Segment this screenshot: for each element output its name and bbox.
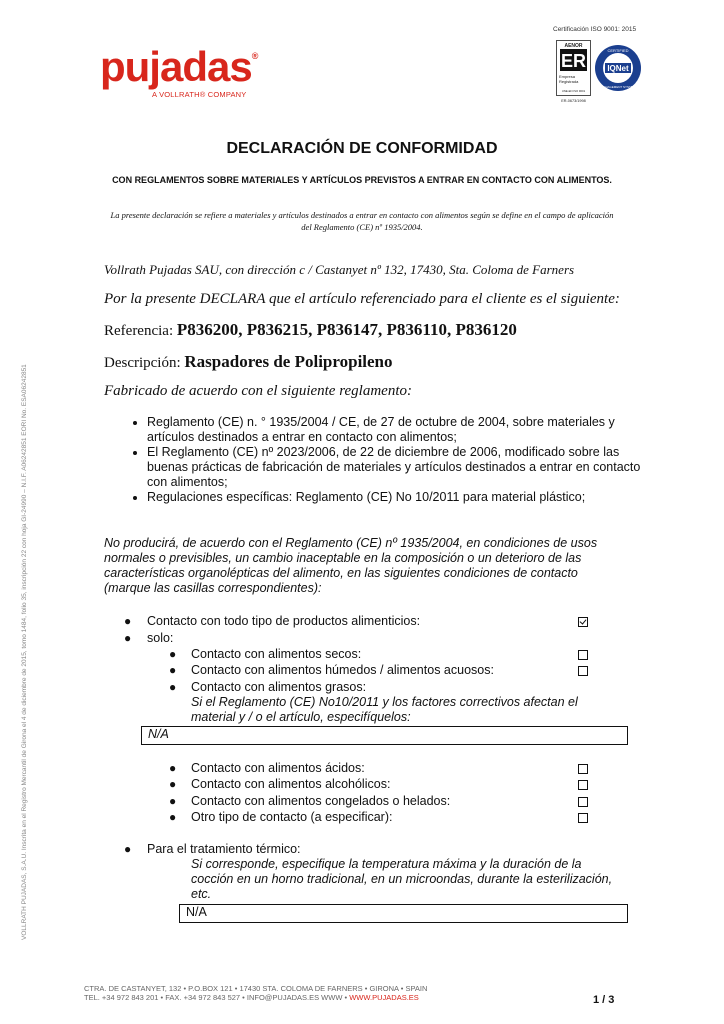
reference-label: Referencia: [104,323,174,339]
thermal-specification-field[interactable]: N/A [179,904,628,923]
footer-website-link[interactable]: WWW.PUJADAS.ES [349,993,419,1002]
regulation-item: • Regulaciones específicas: Reglamento (CE) No 10/2011 para material plástico; [147,490,642,505]
description-label: Descripción: [104,355,181,371]
alcohol-checkbox[interactable] [578,780,588,790]
brand-tagline: A VOLLRATH® COMPANY [152,90,247,99]
iqnet-ring-bottom: MANAGEMENT SYSTEM [600,85,636,89]
dry-label: Contacto con alimentos secos: [191,647,362,661]
reference-line [104,320,517,340]
document-title: DECLARACIÓN DE CONFORMIDAD [226,140,498,157]
regulation-item: • Reglamento (CE) n. ° 1935/2004 / CE, de 27 de octubre de 2004, sobre materiales y artículos destinados a entrar en contacto con alimentos; [147,415,642,445]
wet-checkbox[interactable] [578,666,588,676]
iqnet-ring-top: CERTIFIED [607,48,629,53]
aenor-line1: Empresa [559,74,576,79]
wet-label: Contacto con alimentos húmedos / alimentos acuosos: [191,663,494,677]
solo-label: solo: [147,631,174,645]
document-subtitle: CON REGLAMENTOS SOBRE MATERIALES Y ARTÍCULOS PREVISTOS A ENTRAR EN CONTACTO CON ALIMENTOS. [112,175,612,185]
footer [84,984,427,1002]
thermal-label: Para el tratamiento térmico: [147,842,301,856]
brand-name: pujadas [100,43,252,90]
other-checkbox[interactable] [578,813,588,823]
declare-line: Por la presente DECLARA que el artículo referenciado para el cliente es el siguiente: [104,291,620,307]
thermal-note: Si corresponde, especifique la temperatura máxima y la duración de la cocción en un horno tradicional, en un microondas, durante la esterilización, etc. [191,857,613,901]
regulations-list [104,415,642,505]
manufactured-line: Fabricado de acuerdo con el siguiente reglamento: [104,383,412,399]
description-line [104,352,393,372]
regulation-item: • El Reglamento (CE) nº 2023/2006, de 22 de diciembre de 2006, modificado sobre las buenas prácticas de fabricación de materiales y artículos destinados a entrar en contacto con alimentos; [147,445,642,490]
other-label: Otro tipo de contacto (a especificar): [191,810,393,824]
fatty-label: Contacto con alimentos grasos: [191,680,367,694]
company-line: Vollrath Pujadas SAU, con dirección c / Castanyet nº 132, 17430, Sta. Coloma de Farners [104,262,575,277]
aenor-line3: UNE-EN ISO 9001 [561,89,586,93]
iqnet-certification-seal [594,44,642,92]
frozen-label: Contacto con alimentos congelados o helados: [191,794,451,808]
no-change-paragraph: No producirá, de acuerdo con el Reglamento (CE) nº 1935/2004, en condiciones de usos normales o previsibles, un cambio inaceptable en la composición o un deterioro de las características organolépticas del alimento, en las siguientes condiciones de contacto (marque las casillas correspondientes): [104,536,598,595]
acid-label: Contacto con alimentos ácidos: [191,761,365,775]
document-intro: La presente declaración se refiere a materiales y artículos destinados a entrar en contacto con alimentos según se define en el campo de aplicación del Reglamento (CE) nº 1935/2004. [110,210,614,232]
certification-title: Certificación ISO 9001: 2015 [553,26,637,33]
fatty-specification-field[interactable]: N/A [141,726,628,745]
pujadas-logo [100,43,258,99]
brand-reg-mark: ® [251,51,258,61]
dry-checkbox[interactable] [578,650,588,660]
page-number: 1 / 3 [593,994,615,1006]
all-types-checkbox[interactable] [578,617,588,627]
description-value: Raspadores de Polipropileno [184,352,393,371]
aenor-certification-seal [556,40,591,104]
acid-checkbox[interactable] [578,764,588,774]
footer-contact: TEL. +34 972 843 201 • FAX. +34 972 843 527 • INFO@PUJADAS.ES WWW • [84,993,348,1002]
footer-address: CTRA. DE CASTANYET, 132 • P.O.BOX 121 • 17430 STA. COLOMA DE FARNERS • GIRONA • SPAIN [84,984,428,993]
fatty-note: Si el Reglamento (CE) No10/2011 y los factores correctivos afectan el material y / o el artículo, especifíquelos: [191,695,578,724]
aenor-line2: Registrada [559,79,579,84]
iqnet-label: IQNet [607,64,629,73]
aenor-brand: AENOR [564,43,583,49]
frozen-checkbox[interactable] [578,797,588,807]
aenor-code: ER-0673/1998 [561,99,586,103]
alcohol-label: Contacto con alimentos alcohólicos: [191,777,391,791]
side-legal-note: VOLLRATH PUJADAS, S.A.U. Inscrita en el Registro Mercantil de Girona el 4 de diciembre de 2015, tomo 1484, folio 35, inscripción 22 con hoja GI-24990 – N.I.F. A06242851 EORI No. ESA06242851 [21,364,28,940]
all-types-label: Contacto con todo tipo de productos alimenticios: [147,614,421,628]
reference-value: P836200, P836215, P836147, P836110, P836120 [176,320,517,339]
svg-text:ER: ER [560,51,587,71]
